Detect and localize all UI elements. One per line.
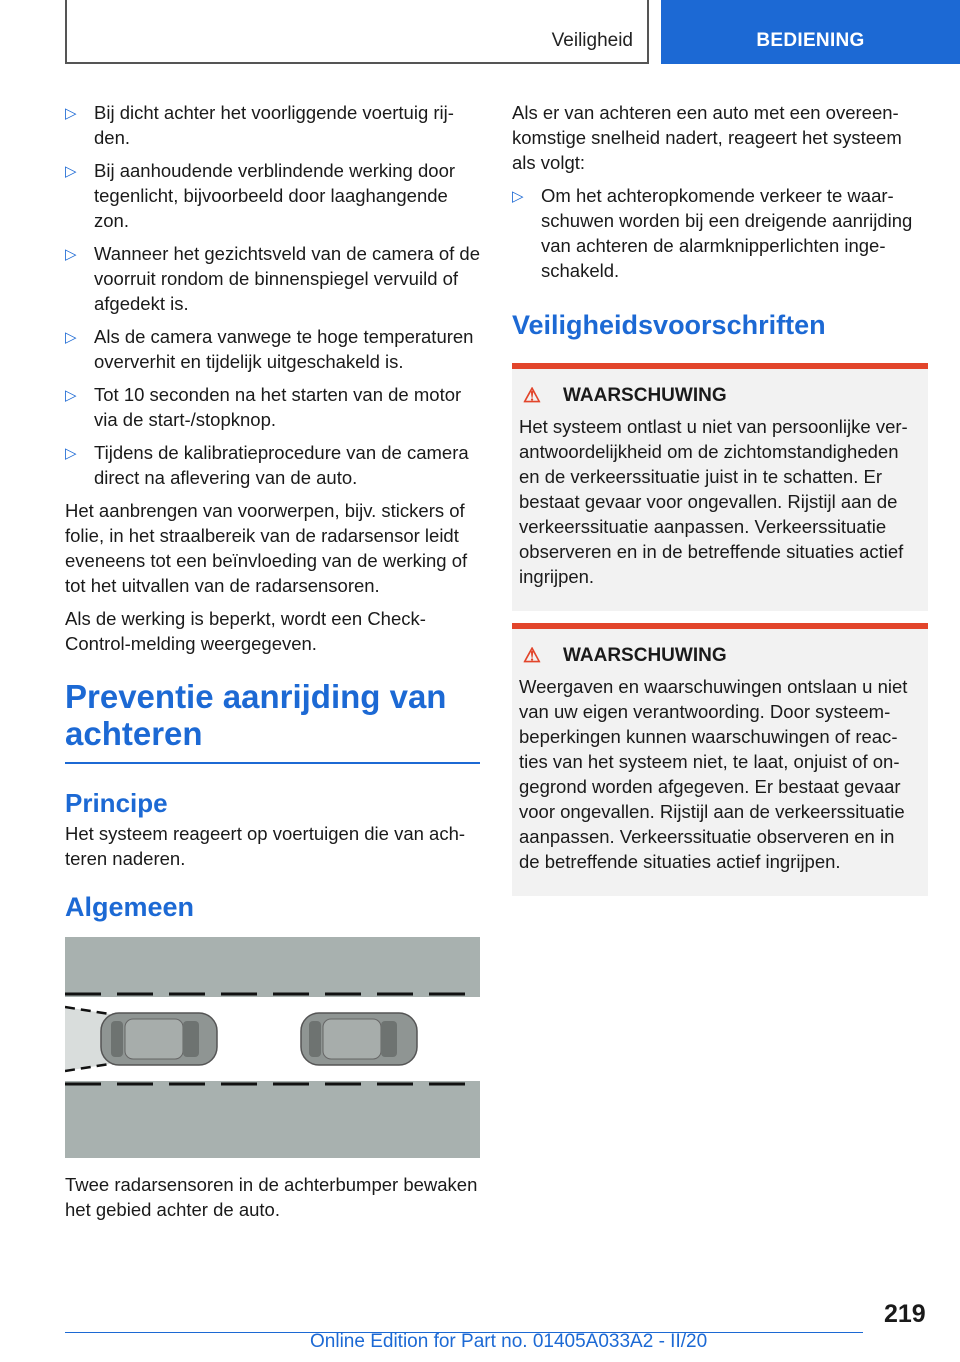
reaction-list <box>512 183 928 283</box>
radar-obstruction-paragraph: Het aanbrengen van voorwerpen, bijv. stickers of folie, in het straalbereik van de radarsensor leidt eveneens tot een beïnvloeding van de werking of tot het uitvallen van de radarsensoren. <box>65 500 468 596</box>
radar-diagram-icon <box>65 937 480 1158</box>
warning-title: WAARSCHUWING <box>563 644 727 666</box>
list-item: ▷ Als de camera vanwege te hoge temperaturen oververhit en tijdelijk uitgeschakeld is. <box>65 326 474 372</box>
section-title: Veiligheid <box>551 30 633 51</box>
triangle-bullet-icon: ▷ <box>65 246 77 263</box>
list-item: ▷ Wanneer het gezichtsveld van de camera of de voorruit rondom de binnenspiegel vervuild of afgedekt is. <box>65 243 480 314</box>
triangle-bullet-icon: ▷ <box>65 329 77 346</box>
triangle-bullet-icon: ▷ <box>65 387 77 404</box>
limitations-list <box>65 100 480 490</box>
triangle-bullet-icon: ▷ <box>65 163 77 180</box>
triangle-bullet-icon: ▷ <box>65 105 77 122</box>
principe-paragraph: Het systeem reageert op voertuigen die van achteren naderen. <box>65 823 466 869</box>
list-item: ▷ Tot 10 seconden na het starten van de motor via de start-/stopknop. <box>65 384 462 430</box>
section-heading: Preventie aanrijding van achteren <box>65 678 447 752</box>
radar-illustration <box>65 937 480 1158</box>
subheading-algemeen: Algemeen <box>65 892 195 922</box>
chapter-tab[interactable]: BEDIENING <box>661 0 960 64</box>
heading-divider <box>65 762 480 764</box>
list-item: ▷ Om het achteropkomende verkeer te waarschuwen worden bij een dreigende aanrijding van achteren de alarmknipperlichten ingeschakeld. <box>512 185 913 281</box>
left-column <box>65 100 480 1230</box>
subheading-principe: Principe <box>65 788 168 818</box>
warning-triangle-icon: ⚠ <box>523 645 541 667</box>
page-number: 219 <box>884 1300 926 1328</box>
list-item: ▷ Tijdens de kalibratieprocedure van de camera direct na aflevering van de auto. <box>65 442 469 488</box>
warning-box <box>512 623 928 896</box>
warning-box <box>512 363 928 611</box>
ego-car <box>101 1013 217 1065</box>
header-section-box <box>65 0 649 64</box>
right-column <box>512 100 928 896</box>
check-control-paragraph: Als de werking is beperkt, wordt een Check-Control-melding weergegeven. <box>65 608 426 654</box>
list-item: ▷ Bij aanhoudende verblindende werking door tegenlicht, bijvoorbeeld door laaghangende zon. <box>65 160 456 231</box>
warning-text: Weergaven en waarschuwingen ontslaan u niet van uw eigen verantwoording. Door systeembeperkingen kunnen waarschuwingen of reacties van het systeem niet, te laat, onjuist of ongegrond worden afgegeven. Er bestaat gevaar voor ongevallen. Rijstijl aan de verkeerssituatie aanpassen. Verkeerssituatie observeren en in de betreffende situaties actief ingrijpen. <box>519 676 908 872</box>
figure-caption: Twee radarsensoren in de achterbumper bewaken het gebied achter de auto. <box>65 1174 478 1220</box>
triangle-bullet-icon: ▷ <box>512 188 524 205</box>
list-item: ▷ Bij dicht achter het voorliggende voertuig rijden. <box>65 102 454 148</box>
warning-text: Het systeem ontlast u niet van persoonlijke verantwoordelijkheid om de zichtomstandigheden en de verkeerssituatie juist in te schatten. Er bestaat gevaar voor ongevallen. Rijstijl aan de verkeerssituatie aanpassen. Verkeerssituatie observeren en in de betreffende situaties actief ingrijpen. <box>519 416 908 587</box>
intro-paragraph: Als er van achteren een auto met een overeenkomstige snelheid nadert, reageert het systeem als volgt: <box>512 102 902 173</box>
warning-triangle-icon: ⚠ <box>523 385 541 407</box>
safety-heading: Veiligheidsvoorschriften <box>512 310 826 340</box>
triangle-bullet-icon: ▷ <box>65 445 77 462</box>
footer-edition-link[interactable]: Online Edition for Part no. 01405A033A2 - II/20 <box>310 1331 708 1352</box>
following-car <box>301 1013 417 1065</box>
warning-title: WAARSCHUWING <box>563 384 727 406</box>
